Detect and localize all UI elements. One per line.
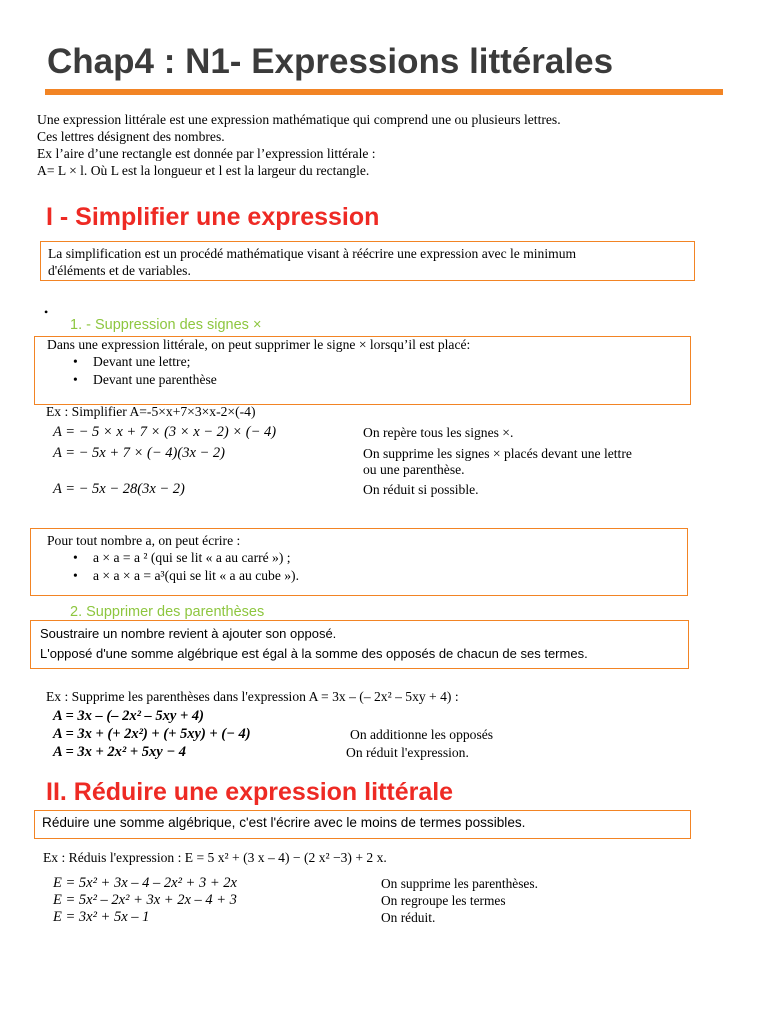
page-title: Chap4 : N1- Expressions littérales [47,42,614,81]
stray-bullet: • [44,305,49,319]
example-2-step-1: A = 3x – (– 2x² – 5xy + 4) [53,708,204,724]
example-1-label: Ex : Simplifier A=-5×x+7×3×x-2×(-4) [46,404,256,419]
example-2-label: Ex : Supprime les parenthèses dans l'expression A = 3x – (– 2x² – 5xy + 4) : [46,689,459,704]
parentheses-rule-line-1: Soustraire un nombre revient à ajouter son opposé. [40,626,337,641]
example-2-step-3: A = 3x + 2x² + 5xy − 4 [53,744,186,760]
multiplication-rule-box [34,336,691,405]
example-2-step-2: A = 3x + (+ 2x²) + (+ 5xy) + (− 4) [53,726,251,742]
definition-line-2: d'éléments et de variables. [48,263,191,278]
intro-line-3: Ex l’aire d’une rectangle est donnée par l’expression littérale : [37,146,376,161]
example-1-note-1: On repère tous les signes ×. [363,425,514,440]
example-3-step-2: E = 5x² – 2x² + 3x + 2x – 4 + 3 [53,892,237,908]
power-rule-intro: Pour tout nombre a, on peut écrire : [47,533,241,548]
example-1-step-1: A = − 5 × x + 7 × (3 × x − 2) × (− 4) [53,424,277,440]
power-rule-bullet-2: • a × a × a = a³(qui se lit « a au cube »). [93,568,299,584]
power-rule-box [30,528,688,596]
intro-line-1: Une expression littérale est une expression mathématique qui comprend une ou plusieurs lettres. [37,112,561,127]
example-1-note-3: On réduit si possible. [363,482,479,497]
section-2-heading: II. Réduire une expression littérale [46,778,454,806]
example-3-step-3: E = 3x² + 5x – 1 [53,909,150,925]
parentheses-rule-box [30,620,689,669]
reduce-definition: Réduire une somme algébrique, c'est l'écrire avec le moins de termes possibles. [42,815,526,830]
section-1-heading: I - Simplifier une expression [46,203,380,231]
definition-line-1: La simplification est un procédé mathématique visant à réécrire une expression avec le minimum [48,246,577,261]
power-rule-bullet-1: • a × a = a ² (qui se lit « a au carré ») ; [93,550,291,566]
example-2-note-2: On additionne les opposés [350,727,494,742]
example-3-note-3: On réduit. [381,910,436,925]
subheading-2: 2. Supprimer des parenthèses [70,604,265,620]
example-1-note-2: On supprime les signes × placés devant une lettre [363,446,632,461]
example-1-note-2-cont: ou une parenthèse. [363,462,465,477]
example-2-note-3: On réduit l'expression. [346,745,469,760]
intro-line-2: Ces lettres désignent des nombres. [37,129,225,144]
subheading-1: 1. - Suppression des signes × [70,317,262,333]
example-3-note-1: On supprime les parenthèses. [381,876,538,891]
parentheses-rule-line-2: L'opposé d'une somme algébrique est égal à la somme des opposés de chacun de ses termes. [40,646,588,661]
rule-bullet-1: • Devant une lettre; [93,354,190,370]
title-underline [45,89,723,95]
example-3-note-2: On regroupe les termes [381,893,506,908]
example-3-label: Ex : Réduis l'expression : E = 5 x² + (3 x – 4) − (2 x² −3) + 2 x. [43,850,387,865]
rule-bullet-2: • Devant une parenthèse [93,372,217,388]
example-1-step-2: A = − 5x + 7 × (− 4)(3x − 2) [53,445,225,461]
example-1-step-3: A = − 5x − 28(3x − 2) [53,481,185,497]
intro-line-4: A= L × l. Où L est la longueur et l est la largeur du rectangle. [37,163,370,178]
definition-box [40,241,695,281]
reduce-definition-box [34,810,691,839]
rule-text: Dans une expression littérale, on peut supprimer le signe × lorsqu’il est placé: [47,337,471,352]
example-3-step-1: E = 5x² + 3x – 4 – 2x² + 3 + 2x [53,875,237,891]
